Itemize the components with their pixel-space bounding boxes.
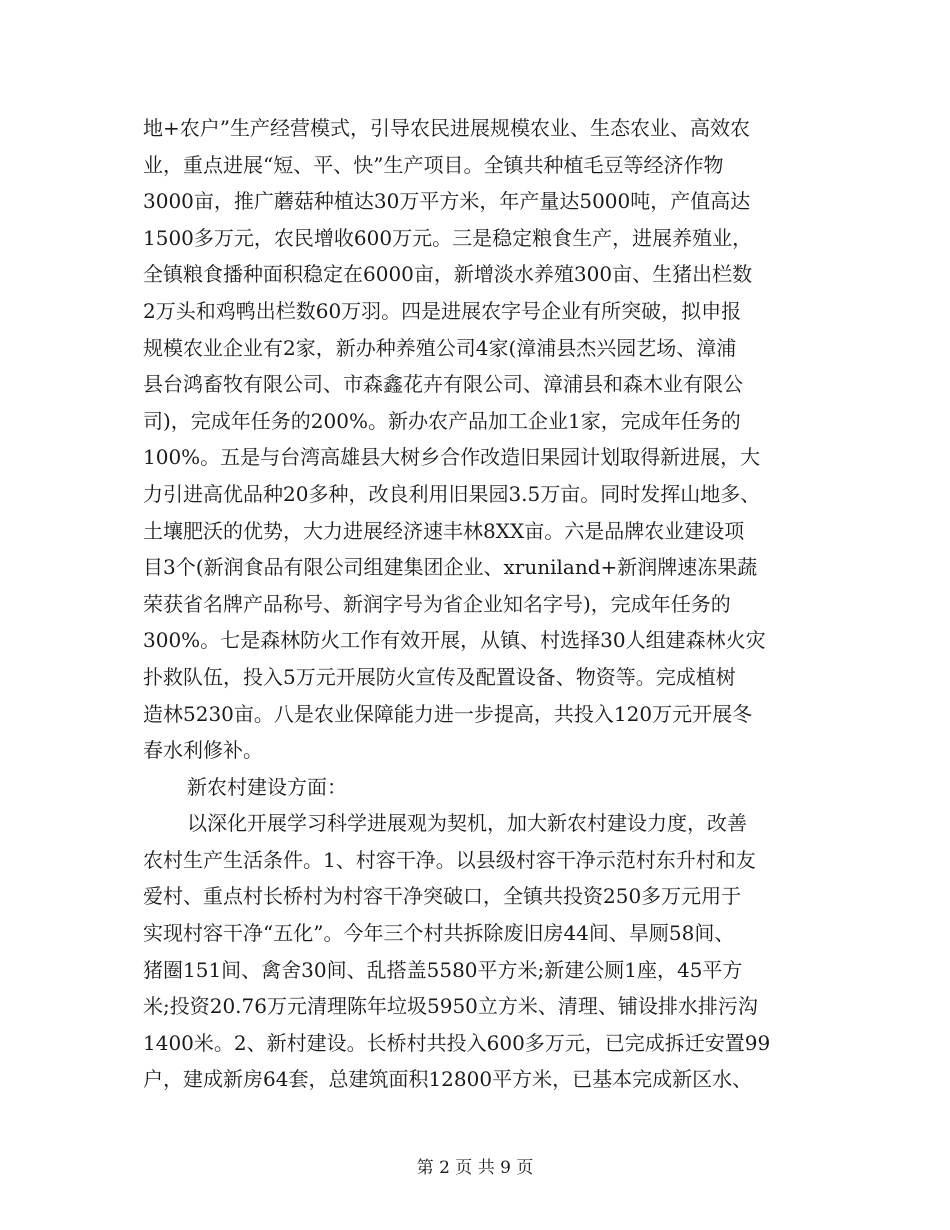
text-line: 土壤肥沃的优势，大力进展经济速丰林8XX亩。六是品牌农业建设项 [143, 518, 745, 543]
text-line: 业，重点进展“短、平、快”生产项目。全镇共种植毛豆等经济作物 [143, 152, 724, 177]
text-line: 司)，完成年任务的200%。新办农产品加工企业1家，完成年任务的 [143, 408, 741, 433]
text-line: 县台鸿畜牧有限公司、市森鑫花卉有限公司、漳浦县和森木业有限公 [143, 372, 743, 397]
text-line: 1500多万元，农民增收600万元。三是稳定粮食生产，进展养殖业， [143, 225, 753, 250]
text-line: 1400米。2、新村建设。长桥村共投入600多万元，已完成拆迁安置99 [143, 1030, 771, 1055]
text-line: 米;投资20.76万元清理陈年垃圾5950立方米、清理、铺设排水排污沟 [143, 994, 758, 1019]
text-line: 爱村、重点村长桥村为村容干净突破口，全镇共投资250多万元用于 [143, 884, 742, 909]
text-line: 猪圈151间、禽舍30间、乱搭盖5580平方米;新建公厕1座，45平方 [143, 957, 743, 982]
text-line: 100%。五是与台湾高雄县大树乡合作改造旧果园计划取得新进展，大 [143, 445, 761, 470]
text-line: 荣获省名牌产品称号、新润字号为省企业知名字号)，完成年任务的 [143, 591, 731, 616]
text-line: 规模农业企业有2家，新办种养殖公司4家(漳浦县杰兴园艺场、漳浦 [143, 335, 737, 360]
text-line: 春水利修补。 [143, 738, 263, 763]
text-line: 农村生产生活条件。1、村容干净。以县级村容干净示范村东升村和友 [143, 847, 756, 872]
text-line: 300%。七是森林防火工作有效开展，从镇、村选择30人组建森林火灾 [143, 628, 766, 653]
text-line: 扑救队伍，投入5万元开展防火宣传及配置设备、物资等。完成植树 [143, 664, 736, 689]
text-line: 新农村建设方面： [187, 774, 347, 799]
text-line: 目3个(新润食品有限公司组建集团企业、xruniland+新润牌速冻果蔬 [143, 555, 758, 580]
body-text [143, 110, 843, 1098]
text-line: 3000亩，推广蘑菇种植达30万平方米，年产量达5000吨，产值高达 [143, 189, 751, 214]
text-line: 力引进高优品种20多种，改良利用旧果园3.5万亩。同时发挥山地多、 [143, 481, 761, 506]
text-line: 造林5230亩。八是农业保障能力进一步提高，共投入120万元开展冬 [143, 701, 753, 726]
text-line: 2万头和鸡鸭出栏数60万羽。四是进展农字号企业有所突破，拟申报 [143, 298, 742, 323]
text-line: 地+农户”生产经营模式，引导农民进展规模农业、生态农业、高效农 [143, 116, 750, 140]
text-line: 户，建成新房64套，总建筑面积12800平方米，已基本完成新区水、 [143, 1067, 753, 1092]
text-line: 全镇粮食播种面积稳定在6000亩，新增淡水养殖300亩、生猪出栏数 [143, 262, 753, 287]
page-footer: 第 2 页 共 9 页 [416, 1158, 534, 1178]
text-line: 实现村容干净“五化”。今年三个村共拆除废旧房44间、旱厕58间、 [143, 921, 735, 946]
text-line: 以深化开展学习科学进展观为契机，加大新农村建设力度，改善 [187, 811, 747, 836]
